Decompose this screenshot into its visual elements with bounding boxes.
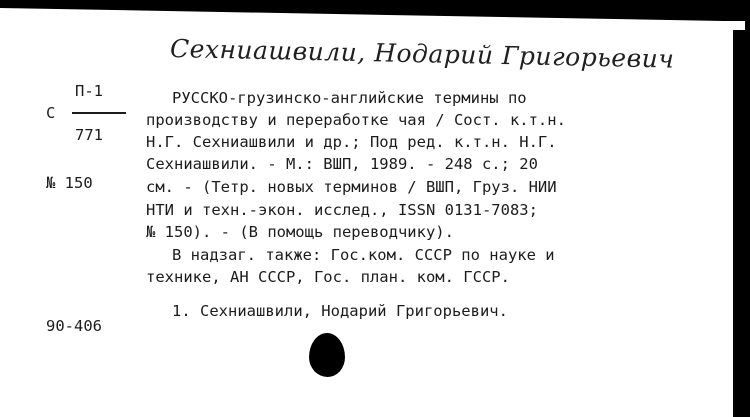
description-line: Н.Г. Сехниашвили и др.; Под ред. к.т.н. Н.Г. (146, 133, 557, 151)
handwritten-author-heading: Сехниашвили, Нодарий Григорьевич (169, 34, 675, 74)
call-number-prefix: С (46, 104, 56, 122)
call-number-rule (72, 112, 126, 114)
note-line: технике, АН СССР, Гос. план. ком. ГССР. (146, 268, 510, 286)
tracing-entry: 1. Сехниашвили, Нодарий Григорьевич. (172, 302, 508, 320)
call-number-top: П-1 (75, 82, 103, 100)
punch-hole (309, 333, 345, 377)
serial-number: № 150 (46, 174, 93, 192)
description-line: Сехниашвили. - М.: ВШП, 1989. - 248 с.; 20 (146, 155, 538, 173)
shelf-code: 90-406 (46, 317, 102, 335)
note-line: В надзаг. также: Гос.ком. СССР по науке и (172, 246, 555, 264)
description-line: НТИ и техн.-экон. исслед., ISSN 0131-7083; (146, 201, 538, 219)
call-number-bottom: 771 (75, 126, 103, 144)
description-line: производству и переработке чая / Сост. к.т.н. (146, 111, 566, 129)
description-line: № 150). - (В помощь переводчику). (146, 223, 454, 241)
description-line: см. - (Тетр. новых терминов / ВШП, Груз. НИИ (146, 178, 557, 196)
description-line: РУССКО-грузинско-английские термины по (172, 89, 527, 107)
card-right-edge-shadow (733, 30, 750, 417)
